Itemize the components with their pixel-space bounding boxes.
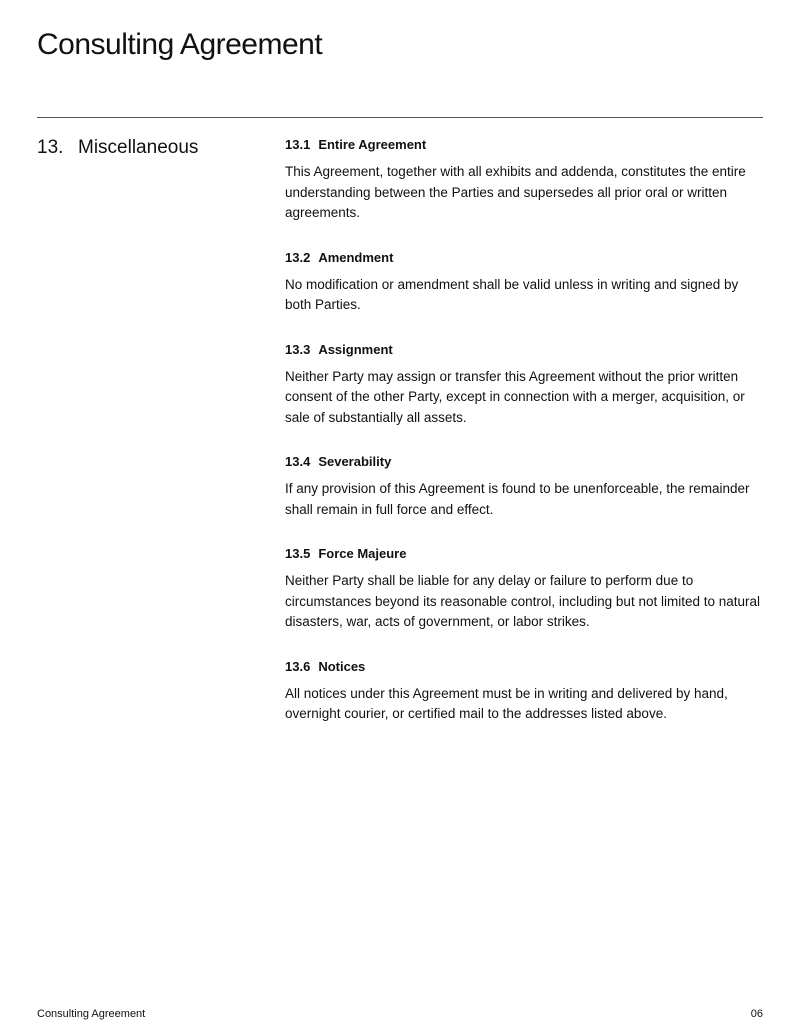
clause-body: No modification or amendment shall be valid unless in writing and signed by both Parties. bbox=[285, 276, 739, 312]
clause-number: 13.5 bbox=[285, 546, 311, 561]
clause-body: Neither Party shall be liable for any delay or failure to perform due to circumstances beyond its reasonable control, including but not limited to natural disasters, war, acts of government, or labor strikes. bbox=[285, 573, 761, 629]
clause-body: This Agreement, together with all exhibits and addenda, constitutes the entire understanding between the Parties and supersedes all prior oral or written agreements. bbox=[285, 164, 746, 220]
clause-body: Neither Party may assign or transfer this Agreement without the prior written consent of the other Party, except in connection with a merger, acquisition, or sale of substantially all assets. bbox=[285, 368, 745, 425]
clause-number: 13.4 bbox=[285, 454, 311, 469]
document-title: Consulting Agreement bbox=[37, 28, 323, 61]
clause bbox=[285, 659, 765, 725]
section-title: Miscellaneous bbox=[78, 137, 199, 158]
clause-heading: Entire Agreement bbox=[318, 137, 427, 152]
clause-number: 13.2 bbox=[285, 249, 311, 265]
clause-list bbox=[285, 137, 765, 751]
clause bbox=[285, 546, 765, 633]
clause-heading: Force Majeure bbox=[318, 546, 407, 561]
clause bbox=[285, 137, 765, 224]
clause-number: 13.3 bbox=[285, 341, 311, 357]
page-number: 06 bbox=[750, 1008, 763, 1020]
clause-body: If any provision of this Agreement is found to be unenforceable, the remainder shall remain in full force and effect. bbox=[285, 481, 750, 517]
clause-heading: Severability bbox=[318, 454, 392, 469]
clause bbox=[285, 250, 765, 316]
clause-heading: Amendment bbox=[318, 249, 394, 265]
section-number: 13. bbox=[37, 137, 64, 158]
clause bbox=[285, 342, 765, 429]
clause bbox=[285, 454, 765, 520]
clause-heading: Assignment bbox=[318, 341, 393, 357]
clause-number: 13.1 bbox=[285, 137, 311, 152]
footer-title: Consulting Agreement bbox=[37, 1008, 146, 1020]
clause-number: 13.6 bbox=[285, 658, 311, 674]
clause-heading: Notices bbox=[318, 658, 366, 674]
divider bbox=[37, 117, 763, 118]
clause-body: All notices under this Agreement must be in writing and delivered by hand, overnight courier, or certified mail to the addresses listed above. bbox=[285, 685, 728, 721]
